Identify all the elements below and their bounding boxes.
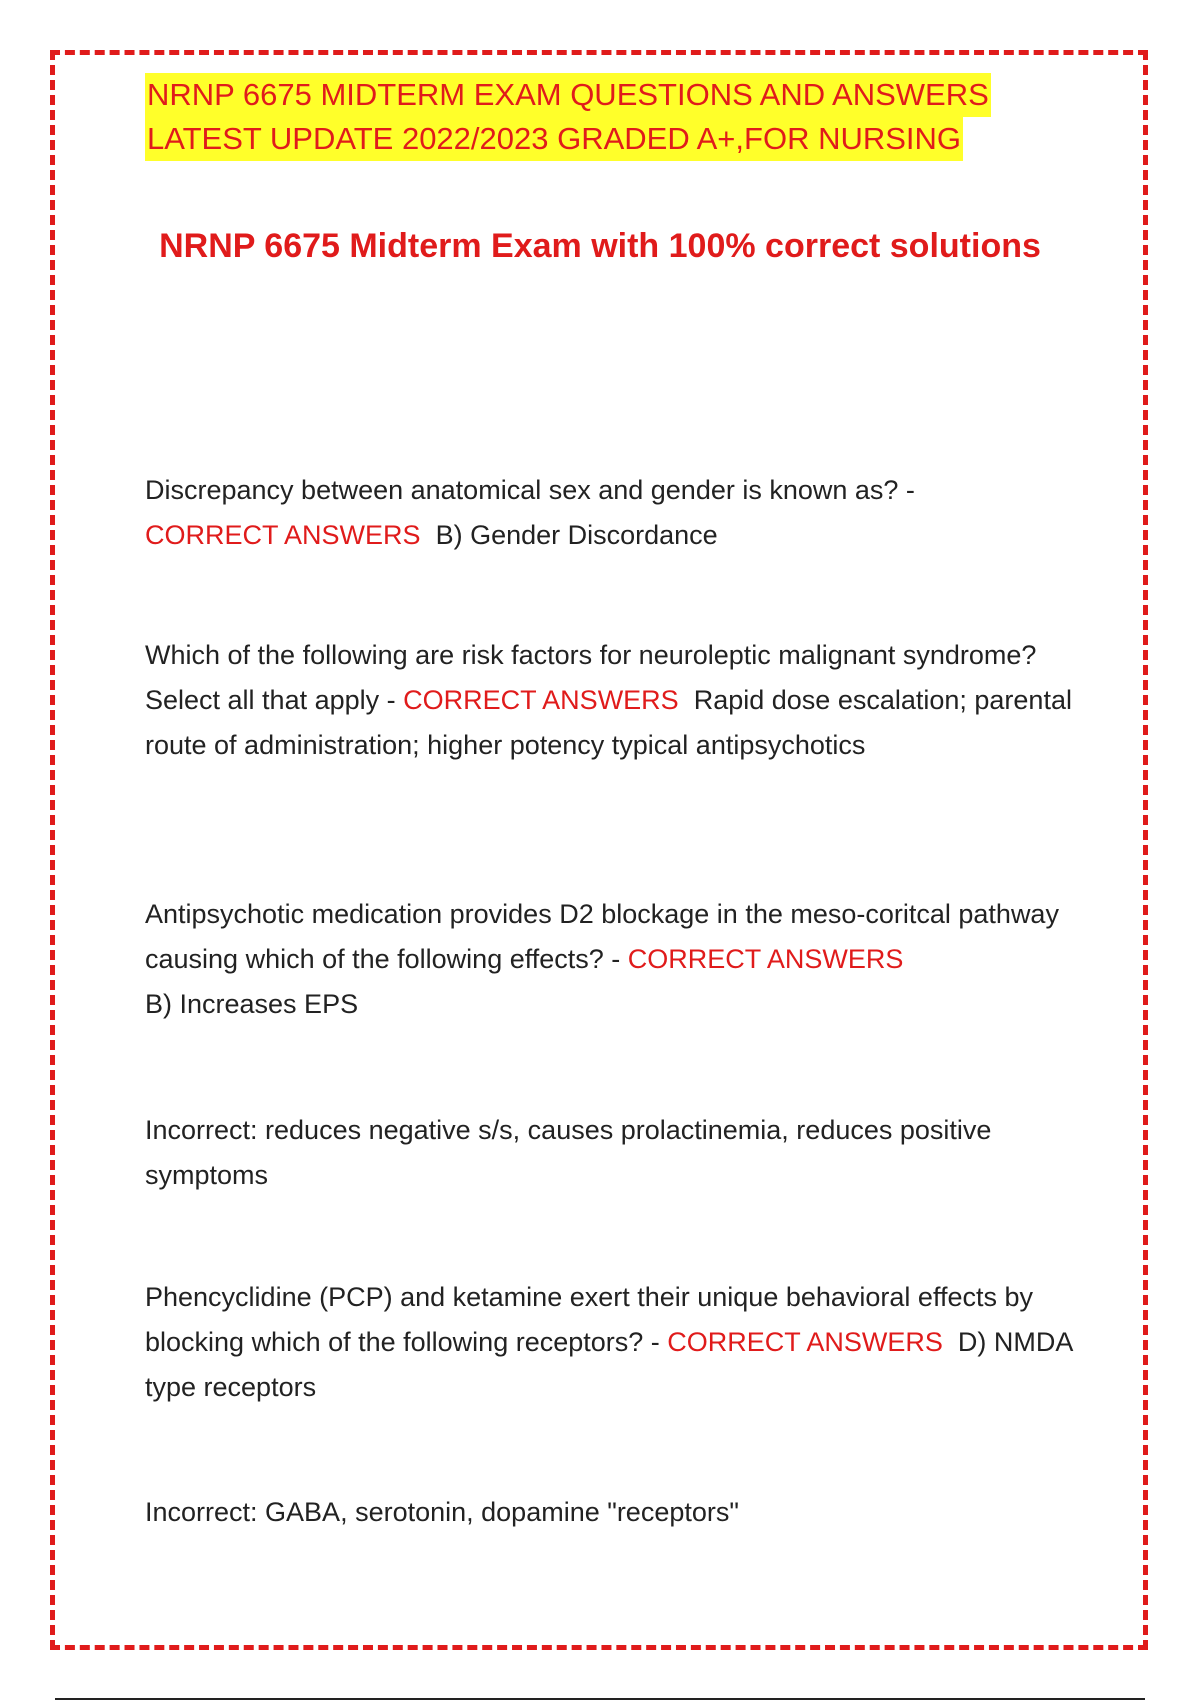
qa-item-2 xyxy=(145,633,1075,768)
incorrect-note-text: Incorrect: reduces negative s/s, causes prolactinemia, reduces positive symptoms xyxy=(145,1115,992,1190)
correct-marker-part-2: ANSWERS xyxy=(806,1327,943,1357)
incorrect-note-2 xyxy=(145,1490,1075,1535)
answer-text: B) Gender Discordance xyxy=(435,520,718,550)
incorrect-note-text: Incorrect: GABA, serotonin, dopamine "receptors" xyxy=(145,1497,739,1527)
qa-item-3 xyxy=(145,892,1075,1027)
correct-marker-part-1: CORRECT xyxy=(667,1327,801,1357)
correct-answers-marker: CORRECT ANSWERS xyxy=(403,685,679,715)
correct-answers-marker: CORRECT ANSWERS xyxy=(627,944,904,974)
qa-item-4 xyxy=(145,1275,1075,1410)
header-line-1: NRNP 6675 MIDTERM EXAM QUESTIONS AND ANSWERS xyxy=(145,73,991,117)
answer-text: D) NMDA type receptors xyxy=(145,1327,1072,1402)
answer-text: B) Increases EPS xyxy=(145,989,359,1019)
qa-item-1 xyxy=(145,468,1075,558)
question-text: Discrepancy between anatomical sex and gender is known as? - xyxy=(145,475,915,505)
dashed-page-border xyxy=(50,50,1148,1650)
document-subtitle: NRNP 6675 Midterm Exam with 100% correct solutions xyxy=(159,227,1041,265)
question-text: Antipsychotic medication provides D2 blockage in the meso-coritcal pathway causing which of the following effects? - xyxy=(145,899,1059,974)
answer-text: Rapid dose escalation; parental route of administration; higher potency typical antipsychotics xyxy=(145,685,1072,760)
document-header xyxy=(145,73,989,161)
header-line-2: LATEST UPDATE 2022/2023 GRADED A+,FOR NURSING xyxy=(145,117,963,161)
question-text: Phencyclidine (PCP) and ketamine exert their unique behavioral effects by blocking which of the following receptors? - xyxy=(145,1282,1033,1357)
correct-answers-marker: CORRECT ANSWERS xyxy=(145,520,421,550)
question-text: Which of the following are risk factors for neuroleptic malignant syndrome? Select all that apply - xyxy=(145,640,1037,715)
incorrect-note-1 xyxy=(145,1108,1075,1198)
